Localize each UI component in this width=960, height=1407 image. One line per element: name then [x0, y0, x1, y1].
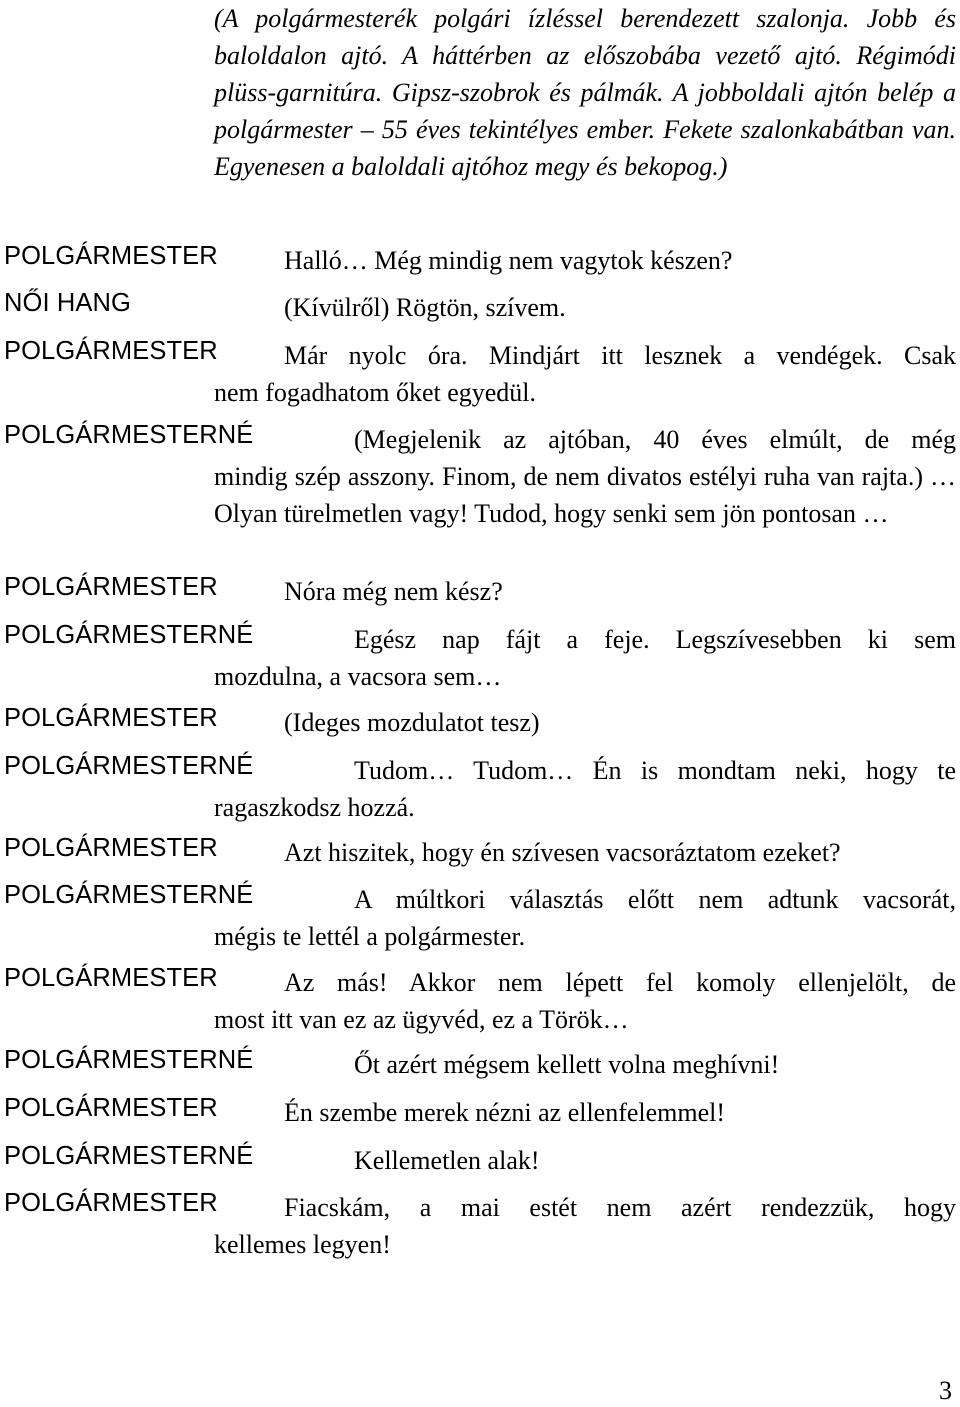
speaker-name: POLGÁRMESTERNÉ: [4, 621, 254, 649]
speech-line: Őt azért mégsem kellett volna meghívni!: [354, 1050, 780, 1079]
speech-text: Egész nap fájt a feje. Legszívesebben ki sem: [354, 625, 956, 654]
speaker-name: POLGÁRMESTERNÉ: [4, 1142, 254, 1170]
speaker-name: POLGÁRMESTER: [4, 704, 218, 732]
speaker-name: POLGÁRMESTER: [4, 964, 218, 992]
speech-text: Tudom… Tudom… Én is mondtam neki, hogy te: [354, 756, 956, 785]
speech-line: Azt hiszitek, hogy én szívesen vacsoráztatom ezeket?: [284, 838, 841, 867]
speech-line: Nóra még nem kész?: [284, 577, 503, 606]
speech-line: [284, 964, 956, 1001]
speaker-name: POLGÁRMESTER: [4, 1189, 218, 1217]
speech-text: Fiacskám, a mai estét nem azért rendezzük, hogy: [284, 1193, 956, 1222]
speech-text: Az más! Akkor nem lépett fel komoly ellenjelölt, de: [284, 968, 956, 997]
speech-line: [354, 421, 956, 458]
speech-line: [354, 881, 956, 918]
speech-line: Halló… Még mindig nem vagytok készen?: [284, 246, 733, 275]
speaker-name: POLGÁRMESTER: [4, 573, 218, 601]
speech-line: [354, 621, 956, 658]
speaker-name: POLGÁRMESTERNÉ: [4, 1046, 254, 1074]
page-number: 3: [939, 1376, 952, 1405]
speaker-name: POLGÁRMESTERNÉ: [4, 421, 254, 449]
speech-text: Már nyolc óra. Mindjárt itt lesznek a vendégek. Csak: [284, 341, 956, 370]
speaker-name: NŐI HANG: [4, 289, 131, 317]
speech-line: (Ideges mozdulatot tesz): [284, 708, 540, 737]
speaker-name: POLGÁRMESTER: [4, 337, 218, 365]
speech-continuation: mindig szép asszony. Finom, de nem divatos estélyi ruha van rajta.) … Olyan türelmetlen vagy! Tudod, hogy senki sem jön pontosan …: [214, 462, 956, 528]
speech-continuation: kellemes legyen!: [214, 1230, 391, 1259]
speech-line: [354, 752, 956, 789]
stage-direction: (A polgármesterék polgári ízléssel berendezett szalonja. Jobb és baloldalon ajtó. A háttérben az előszobába vezető ajtó. Régimódi plüss-garnitúra. Gipsz-szobrok és pálmák. A jobboldali ajtón belép a polgármester – 55 éves tekintélyes ember. Fekete szalonkabátban van. Egyenesen a baloldali ajtóhoz megy és bekopog.): [214, 4, 956, 181]
speech-text: (Megjelenik az ajtóban, 40 éves elmúlt, de még: [354, 425, 956, 454]
speech-line: (Kívülről) Rögtön, szívem.: [284, 293, 566, 322]
speech-continuation: mégis te lettél a polgármester.: [214, 922, 526, 951]
speaker-name: POLGÁRMESTER: [4, 834, 218, 862]
speech-text: A múltkori választás előtt nem adtunk vacsorát,: [354, 885, 956, 914]
speech-line: Kellemetlen alak!: [354, 1146, 540, 1175]
speech-line: Én szembe merek nézni az ellenfelemmel!: [284, 1098, 726, 1127]
speech-continuation: most itt van ez az ügyvéd, ez a Török…: [214, 1005, 629, 1034]
speaker-name: POLGÁRMESTERNÉ: [4, 881, 254, 909]
speech-line: [284, 337, 956, 374]
speech-continuation: ragaszkodsz hozzá.: [214, 793, 415, 822]
speech-continuation: nem fogadhatom őket egyedül.: [214, 378, 537, 407]
speaker-name: POLGÁRMESTER: [4, 1094, 218, 1122]
speaker-name: POLGÁRMESTER: [4, 242, 218, 270]
speech-line: [284, 1189, 956, 1226]
speech-continuation: mozdulna, a vacsora sem…: [214, 662, 502, 691]
speaker-name: POLGÁRMESTERNÉ: [4, 752, 254, 780]
